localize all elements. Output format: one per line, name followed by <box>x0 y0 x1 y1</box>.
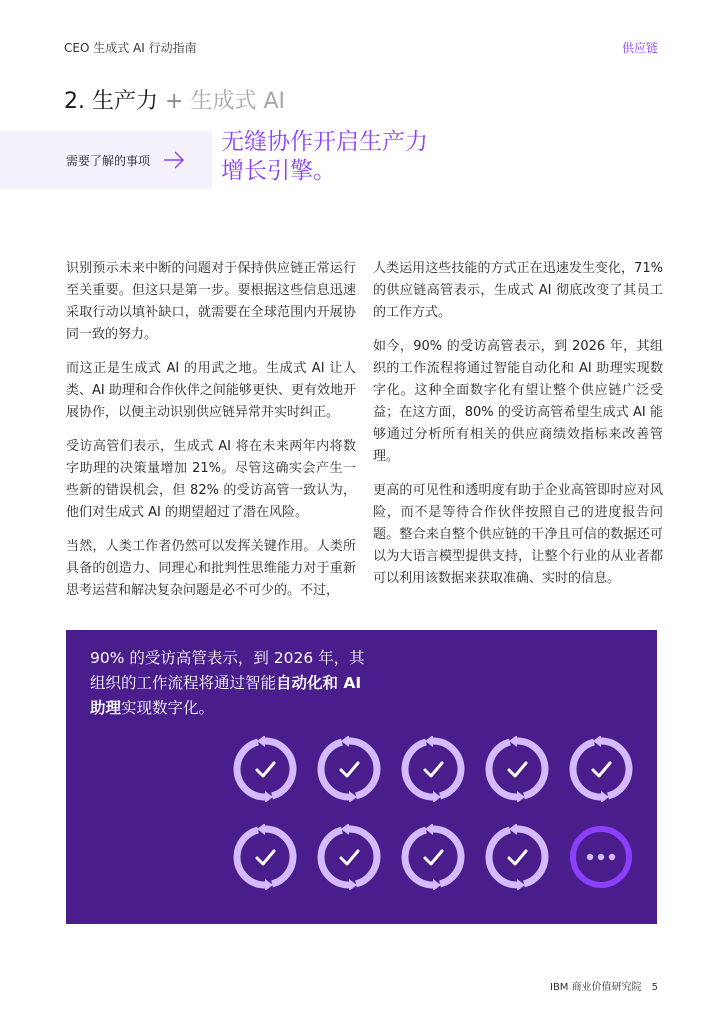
body-column-right <box>373 258 663 602</box>
page-footer <box>550 978 658 993</box>
stat-text-bold: 自动化和 AI 助理 <box>90 674 362 717</box>
stat-panel <box>66 630 657 924</box>
callout-headline <box>221 128 428 186</box>
callout-headline-line1: 无缝协作开启生产力 <box>221 129 428 155</box>
section-title-plus: + <box>165 89 184 114</box>
icon-grid <box>232 736 632 916</box>
sync-check-icon <box>232 736 298 802</box>
sync-check-icon <box>568 736 634 802</box>
stat-text-part2: 实现数字化。 <box>121 699 215 717</box>
callout-box <box>0 131 212 189</box>
body-column-left <box>66 258 356 614</box>
body-paragraph: 而这正是生成式 AI 的用武之地。生成式 AI 让人类、AI 助理和合作伙伴之间能够更快、更有效地开展协作，以便主动识别供应链异常并实时纠正。 <box>66 361 356 420</box>
section-number: 2. <box>64 89 85 114</box>
section-title <box>64 84 285 115</box>
ellipsis-icon <box>568 824 634 890</box>
section-title-accent: 生成式 AI <box>190 89 285 114</box>
sync-check-icon <box>484 736 550 802</box>
callout-headline-line2: 增长引擎。 <box>221 158 336 184</box>
callout-label: 需要了解的事项 <box>66 153 151 168</box>
sync-check-icon <box>400 824 466 890</box>
body-paragraph: 人类运用这些技能的方式正在迅速发生变化，71% 的供应链高管表示，生成式 AI 彻底改变了其员工的工作方式。 <box>373 261 663 320</box>
page-number: 5 <box>651 982 658 993</box>
sync-check-icon <box>232 824 298 890</box>
body-paragraph: 当然，人类工作者仍然可以发挥关键作用。人类所具备的创造力、同理心和批判性思维能力对于重新思考运营和解决复杂问题是必不可少的。不过， <box>66 539 356 598</box>
body-paragraph: 如今，90% 的受访高管表示，到 2026 年，其组织的工作流程将通过智能自动化和 AI 助理实现数字化。这种全面数字化有望让整个供应链广泛受益；在这方面，80% 的受访高管希望生成式 AI 能够通过分析所有相关的供应商绩效指标来改善管理。 <box>373 339 663 464</box>
sync-check-icon <box>400 736 466 802</box>
section-title-main: 生产力 <box>92 89 159 114</box>
footer-publisher: IBM 商业价值研究院 <box>550 982 642 993</box>
arrow-right-icon <box>163 150 185 170</box>
section-tag: 供应链 <box>621 41 658 55</box>
body-paragraph: 更高的可见性和透明度有助于企业高管即时应对风险，而不是等待合作伙伴按照自己的进度报告问题。整合来自整个供应链的干净且可信的数据还可以为大语言模型提供支持，让整个行业的从业者都可以利用该数据来获取准确、实时的信息。 <box>373 483 663 586</box>
stat-text-part1: 90% 的受访高管表示，到 2026 年，其组织的工作流程将通过智能 <box>90 649 365 692</box>
document-title: CEO 生成式 AI 行动指南 <box>64 41 197 55</box>
stat-text <box>90 646 370 721</box>
body-paragraph: 识别预示未来中断的问题对于保持供应链正常运行至关重要。但这只是第一步。要根据这些信息迅速采取行动以填补缺口，就需要在全球范围内开展协同一致的努力。 <box>66 261 356 342</box>
sync-check-icon <box>316 824 382 890</box>
body-paragraph: 受访高管们表示，生成式 AI 将在未来两年内将数字助理的决策量增加 21%。尽管这确实会产生一些新的错误机会，但 82% 的受访高管一致认为，他们对生成式 AI 的期望超过了潜在风险。 <box>66 439 356 520</box>
sync-check-icon <box>484 824 550 890</box>
sync-check-icon <box>316 736 382 802</box>
